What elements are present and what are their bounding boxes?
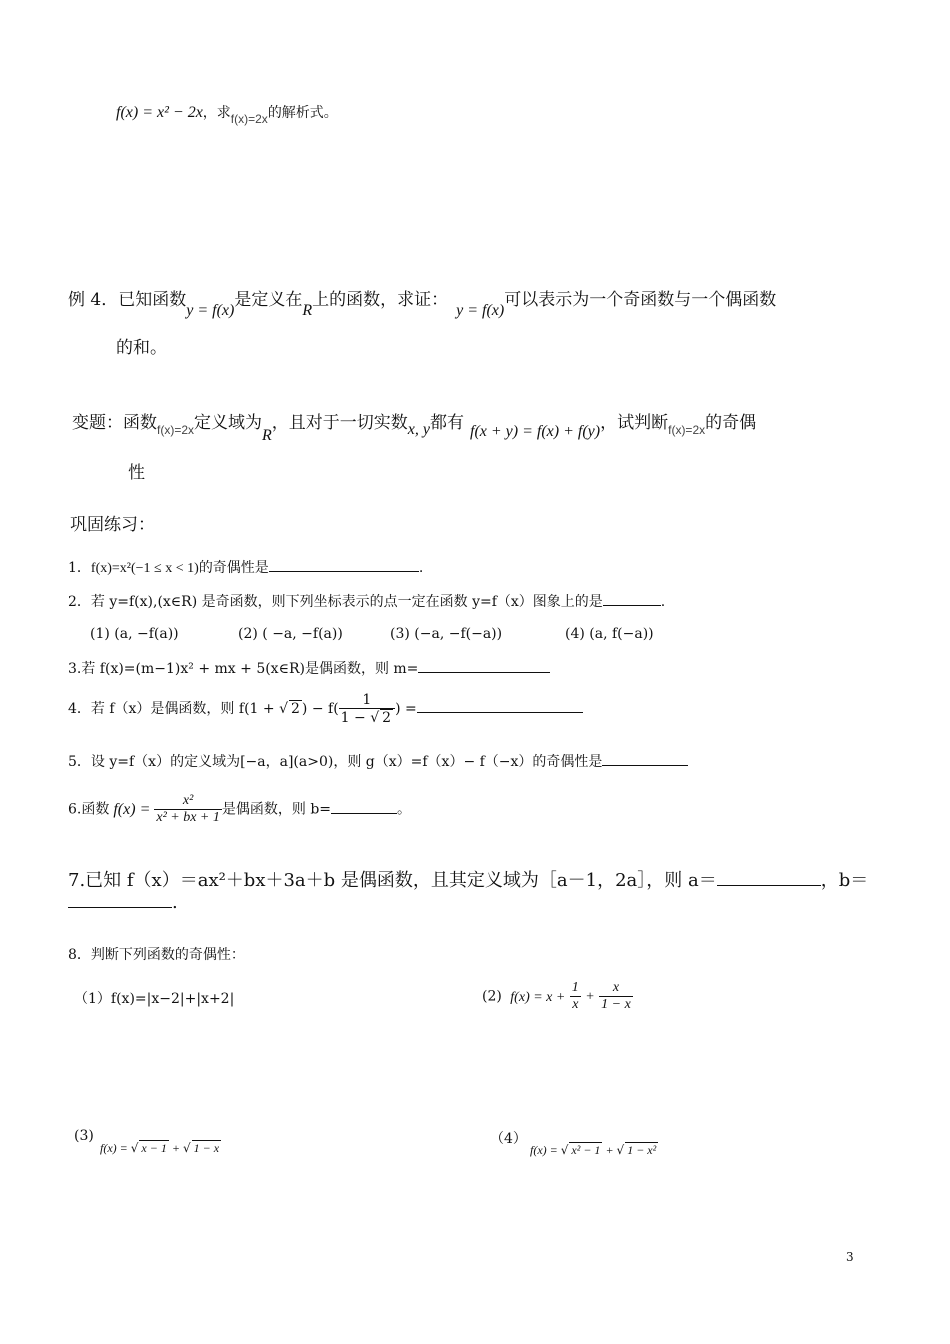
ex4-label: 例 4．已知函数 xyxy=(68,290,187,310)
q6-lhs: f(x) = xyxy=(113,800,151,818)
q8-i2-f2-den: 1 − x xyxy=(601,997,631,1012)
question-7-line2 xyxy=(68,892,178,913)
q7-answer-b-blank[interactable] xyxy=(68,893,172,908)
variant-line2: 性 xyxy=(128,463,145,483)
q4-post: ) = xyxy=(395,701,417,717)
q2-option-4: (4) (a, f(−a)) xyxy=(565,626,654,642)
q1-end: . xyxy=(418,560,424,576)
practice-title: 巩固练习： xyxy=(70,515,155,535)
variant-fx2: f(x)=2x xyxy=(668,423,706,437)
q2-answer-blank[interactable] xyxy=(603,591,661,606)
q8-i3-pre: f(x) = xyxy=(100,1141,131,1155)
question-5 xyxy=(68,751,688,771)
q8-i2-f1-num: 1 xyxy=(571,980,579,995)
q8-item-3: f(x) = √ x − 1 + √ 1 − x xyxy=(100,1141,220,1155)
text-qiu: ，求 xyxy=(202,105,231,121)
variant-t3: ，且对于一切实数 xyxy=(271,413,408,433)
q4-frac-den: 1 − √ 2 xyxy=(340,710,392,726)
variant-R: R xyxy=(262,427,272,444)
question-6 xyxy=(68,793,411,826)
q8-i2-label: (2) xyxy=(482,988,502,1005)
q8-i4-plus: + xyxy=(602,1143,617,1157)
question-1 xyxy=(68,557,423,577)
q8-i2-pre: f(x) = x + xyxy=(510,989,566,1005)
q5-answer-blank[interactable] xyxy=(602,751,688,766)
q5-text: 5．设 y=f（x）的定义域为[−a，a](a>0)，则 g（x）=f（x）− f（−x）的奇偶性是 xyxy=(68,754,603,770)
q6-answer-blank[interactable] xyxy=(331,799,397,814)
q2-end: . xyxy=(660,594,666,610)
q8-i2-frac1 xyxy=(570,980,581,1013)
q8-item-1: （1）f(x)=|x−2|+|x+2| xyxy=(74,991,235,1007)
q4-sqrt-1: √ 2 xyxy=(279,701,300,717)
q4-mid: ) − f( xyxy=(301,701,339,717)
example-4-line1 xyxy=(68,285,777,319)
ex4-yfx2: y = f(x) xyxy=(456,302,505,319)
variant-t5: ，试判断 xyxy=(600,413,669,433)
q4-den-pre: 1 − xyxy=(340,710,371,726)
q8-i2-f2-num: x xyxy=(599,980,633,997)
q3-text: 3.若 f(x)=(m−1)x² + mx + 5(x∈R)是偶函数，则 m= xyxy=(68,661,419,677)
q8-i4-root2: 1 − x² xyxy=(627,1143,657,1157)
q7-end: . xyxy=(172,892,178,913)
q6-post: 是偶函数，则 b= xyxy=(221,801,332,818)
q1-answer-blank[interactable] xyxy=(269,557,419,572)
q8-i4-pre: f(x) = xyxy=(530,1143,561,1157)
q4-sqrt-1-content: 2 xyxy=(291,701,300,717)
q8-item-4: f(x) = √ x² − 1 + √ 1 − x² xyxy=(530,1143,657,1157)
q3-answer-blank[interactable] xyxy=(418,658,550,673)
page-number: 3 xyxy=(846,1250,854,1264)
q6-fraction xyxy=(154,793,222,826)
q8-i4-root1: x² − 1 xyxy=(571,1143,601,1157)
q2-option-1: (1) (a, −f(a)) xyxy=(90,626,179,642)
variant-line1 xyxy=(72,408,757,444)
q7-answer-a-blank[interactable] xyxy=(717,871,821,886)
q1-pre: 1． xyxy=(68,560,91,576)
variant-t6: 的奇偶 xyxy=(705,413,757,433)
question-4 xyxy=(68,692,583,726)
q8-i3-root1: x − 1 xyxy=(141,1141,167,1155)
ex4-R: R xyxy=(302,302,313,319)
text-analytic: 的解析式。 xyxy=(267,105,338,121)
q6-frac-den: x² + bx + 1 xyxy=(156,810,220,825)
variant-fx: f(x)=2x xyxy=(157,423,195,437)
top-formula-line xyxy=(116,102,338,126)
q1-post: 的奇偶性是 xyxy=(198,560,269,576)
formula-fx: f(x) = x² − 2x xyxy=(116,104,203,121)
q4-den-sqrt: 2 xyxy=(382,710,392,726)
q4-pre: 4．若 f（x）是偶函数，则 f(1 + xyxy=(68,701,280,717)
q8-i2-f1-den: x xyxy=(572,997,579,1012)
q4-fraction xyxy=(339,692,395,726)
q2-option-2: (2) ( −a, −f(a)) xyxy=(238,626,343,642)
variant-t4: 都有 xyxy=(430,413,464,433)
q4-answer-blank[interactable] xyxy=(417,698,583,713)
ex4-t1: 是定义在 xyxy=(234,290,303,310)
q8-i3-root2: 1 − x xyxy=(193,1141,220,1155)
q8-i2-frac2 xyxy=(599,980,633,1013)
fx-small: f(x)=2x xyxy=(230,112,268,126)
ex4-t3: 可以表示为一个奇函数与一个偶函数 xyxy=(504,290,777,310)
q8-item-4-label: （4） xyxy=(490,1131,527,1147)
q6-frac-num: x² xyxy=(154,793,222,810)
q8-i3-plus: + xyxy=(168,1141,183,1155)
q6-end: 。 xyxy=(397,801,412,818)
q2-text: 2．若 y=f(x),(x∈R) 是奇函数，则下列坐标表示的点一定在函数 y=f（x）图象上的是 xyxy=(68,594,603,610)
question-7-line1 xyxy=(68,866,868,892)
question-2 xyxy=(68,591,665,611)
q8-item-2 xyxy=(482,980,633,1013)
q7-text: 7.已知 f（x）＝ax²＋bx＋3a＋b 是偶函数，且其定义域为［a－1，2a］，则 a＝ xyxy=(68,870,717,891)
variant-xy: x, y xyxy=(407,421,430,438)
question-3 xyxy=(68,658,550,678)
ex4-yfx: y = f(x) xyxy=(186,302,235,319)
q6-pre: 6.函数 xyxy=(68,801,110,818)
q1-expr: f(x)=x²(−1 ≤ x < 1) xyxy=(90,561,199,576)
q2-option-3: (3) (−a, −f(−a)) xyxy=(390,626,503,642)
example-4-line2: 的和。 xyxy=(116,338,167,358)
q8-i2-plus: + xyxy=(585,989,595,1005)
variant-eq: f(x + y) = f(x) + f(y) xyxy=(470,423,601,440)
variant-t2: 定义域为 xyxy=(194,413,263,433)
q7-mid: ，b＝ xyxy=(820,870,869,891)
question-8-title: 8．判断下列函数的奇偶性： xyxy=(68,947,245,963)
q8-item-3-label: (3) xyxy=(74,1128,94,1144)
q4-frac-num: 1 xyxy=(339,692,395,709)
variant-t1: 变题：函数 xyxy=(72,413,157,433)
ex4-t2: 上的函数，求证： xyxy=(312,290,449,310)
